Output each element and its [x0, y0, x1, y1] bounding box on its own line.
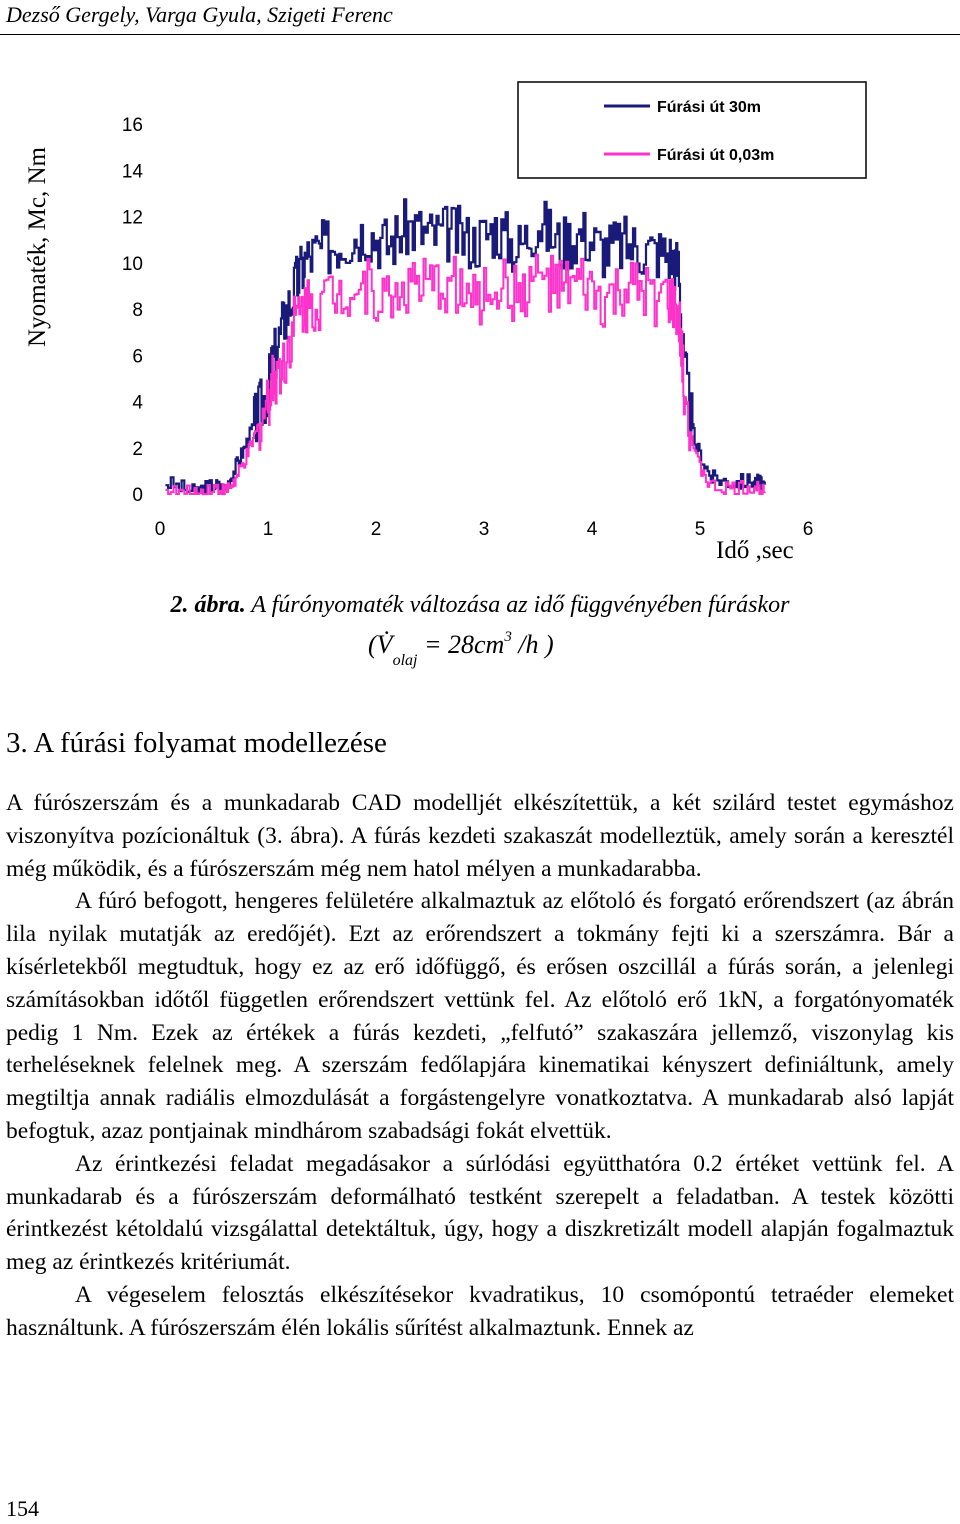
formula-open: (	[368, 630, 377, 659]
formula-equals: = 28cm	[417, 630, 505, 659]
legend-label: Fúrási út 30m	[657, 99, 762, 116]
paragraph-1: A fúrószerszám és a munkadarab CAD modelljét elkészítettük, a két szilárd testet egymáshoz viszonyítva pozícionáltuk (3. ábra). A fúrás kezdeti szakaszát modelleztük, amely során a keresztél még működik, és a fúrószerszám még nem hatol mélyen a munkadarabba.	[6, 790, 954, 882]
y-tick-label: 4	[132, 392, 143, 414]
section-heading: 3. A fúrási folyamat modellezése	[6, 727, 387, 759]
formula-superscript: 3	[504, 629, 512, 645]
paragraph-2: A fúró befogott, hengeres felületére alkalmaztuk az előtoló és forgató erőrendszert (az ábrán lila nyilak mutatják az eredőjét). Ezt az erőrendszert a tokmány fejti ki a szerszámra. Bár a kísérletekből megtudtuk, hogy ez az erő időfüggő, és erősen oszcillál a fúrás során, a jelenlegi számításokban időtől független erőrendszert vettünk fel. Az előtoló erő 1kN, a forgatónyomaték pedig 1 Nm. Ezek az értékek a fúrás kezdeti, „felfutó” szakaszára jellemző, viszonylag kis terheléseknek felelnek meg. A szerszám fedőlapjára kinematikai kényszert definiáltunk, amely megtiltja annak radiális elmozdulását a forgástengelyre vonatkoztatva. A munkadarab alsó lapját befogtuk, azaz pontjainak mindhárom szabadsági fokát elvettük.	[6, 888, 954, 1144]
x-tick-label: 6	[802, 519, 814, 540]
paragraph-3: Az érintkezési feladat megadásakor a súrlódási együtthatóra 0.2 értéket vettünk fel. A munkadarab és a fúrószerszám deformálható testként szerepelt a feladatban. A testek közötti érintkezést kétoldalú vizsgálattal detektáltuk, úgy, hogy a diszkretizált modell alapján fogalmaztuk meg az érintkezés kritériumát.	[6, 1150, 954, 1276]
figure-caption-text: A fúrónyomaték változása az idő függvényében fúráskor	[245, 592, 790, 618]
legend-label: Fúrási út 0,03m	[657, 147, 775, 164]
y-tick-label: 12	[121, 207, 143, 229]
page-number: 154	[6, 1496, 39, 1521]
x-tick-label: 5	[694, 519, 706, 540]
torque-chart	[0, 0, 960, 590]
flow-rate-formula	[368, 629, 554, 669]
body-text	[6, 787, 954, 1345]
x-axis-label: Idő ,sec	[716, 537, 794, 564]
series-line-30m	[165, 199, 764, 494]
y-tick-label: 6	[132, 346, 143, 368]
y-tick-label: 14	[121, 161, 143, 183]
y-tick-label: 16	[121, 115, 143, 136]
formula-subscript: olaj	[392, 652, 418, 669]
series-line-003m	[165, 255, 764, 494]
y-tick-label: 0	[132, 485, 143, 506]
formula-tail: /h )	[511, 630, 554, 659]
formula-v: V̇	[376, 630, 393, 659]
y-tick-label: 10	[121, 253, 143, 275]
y-tick-label: 2	[132, 438, 143, 460]
x-tick-label: 4	[586, 519, 598, 540]
paragraph-4: A végeselem felosztás elkészítésekor kvadratikus, 10 csomópontú tetraéder elemeket használtunk. A fúrószerszám élén lokális sűrítést alkalmaztunk. Ennek az	[6, 1281, 954, 1341]
y-tick-label: 8	[132, 300, 143, 321]
x-tick-label: 3	[478, 519, 490, 540]
chart-legend	[518, 82, 866, 178]
y-axis-label-text: Nyomaték, Mc, Nm	[24, 147, 51, 347]
x-tick-label: 1	[262, 519, 274, 540]
figure-caption	[0, 592, 960, 619]
x-tick-label: 0	[154, 519, 166, 540]
running-header: Dezső Gergely, Varga Gyula, Szigeti Ferenc	[6, 2, 393, 27]
figure-caption-label: 2. ábra.	[170, 592, 246, 618]
x-tick-label: 2	[370, 519, 382, 540]
